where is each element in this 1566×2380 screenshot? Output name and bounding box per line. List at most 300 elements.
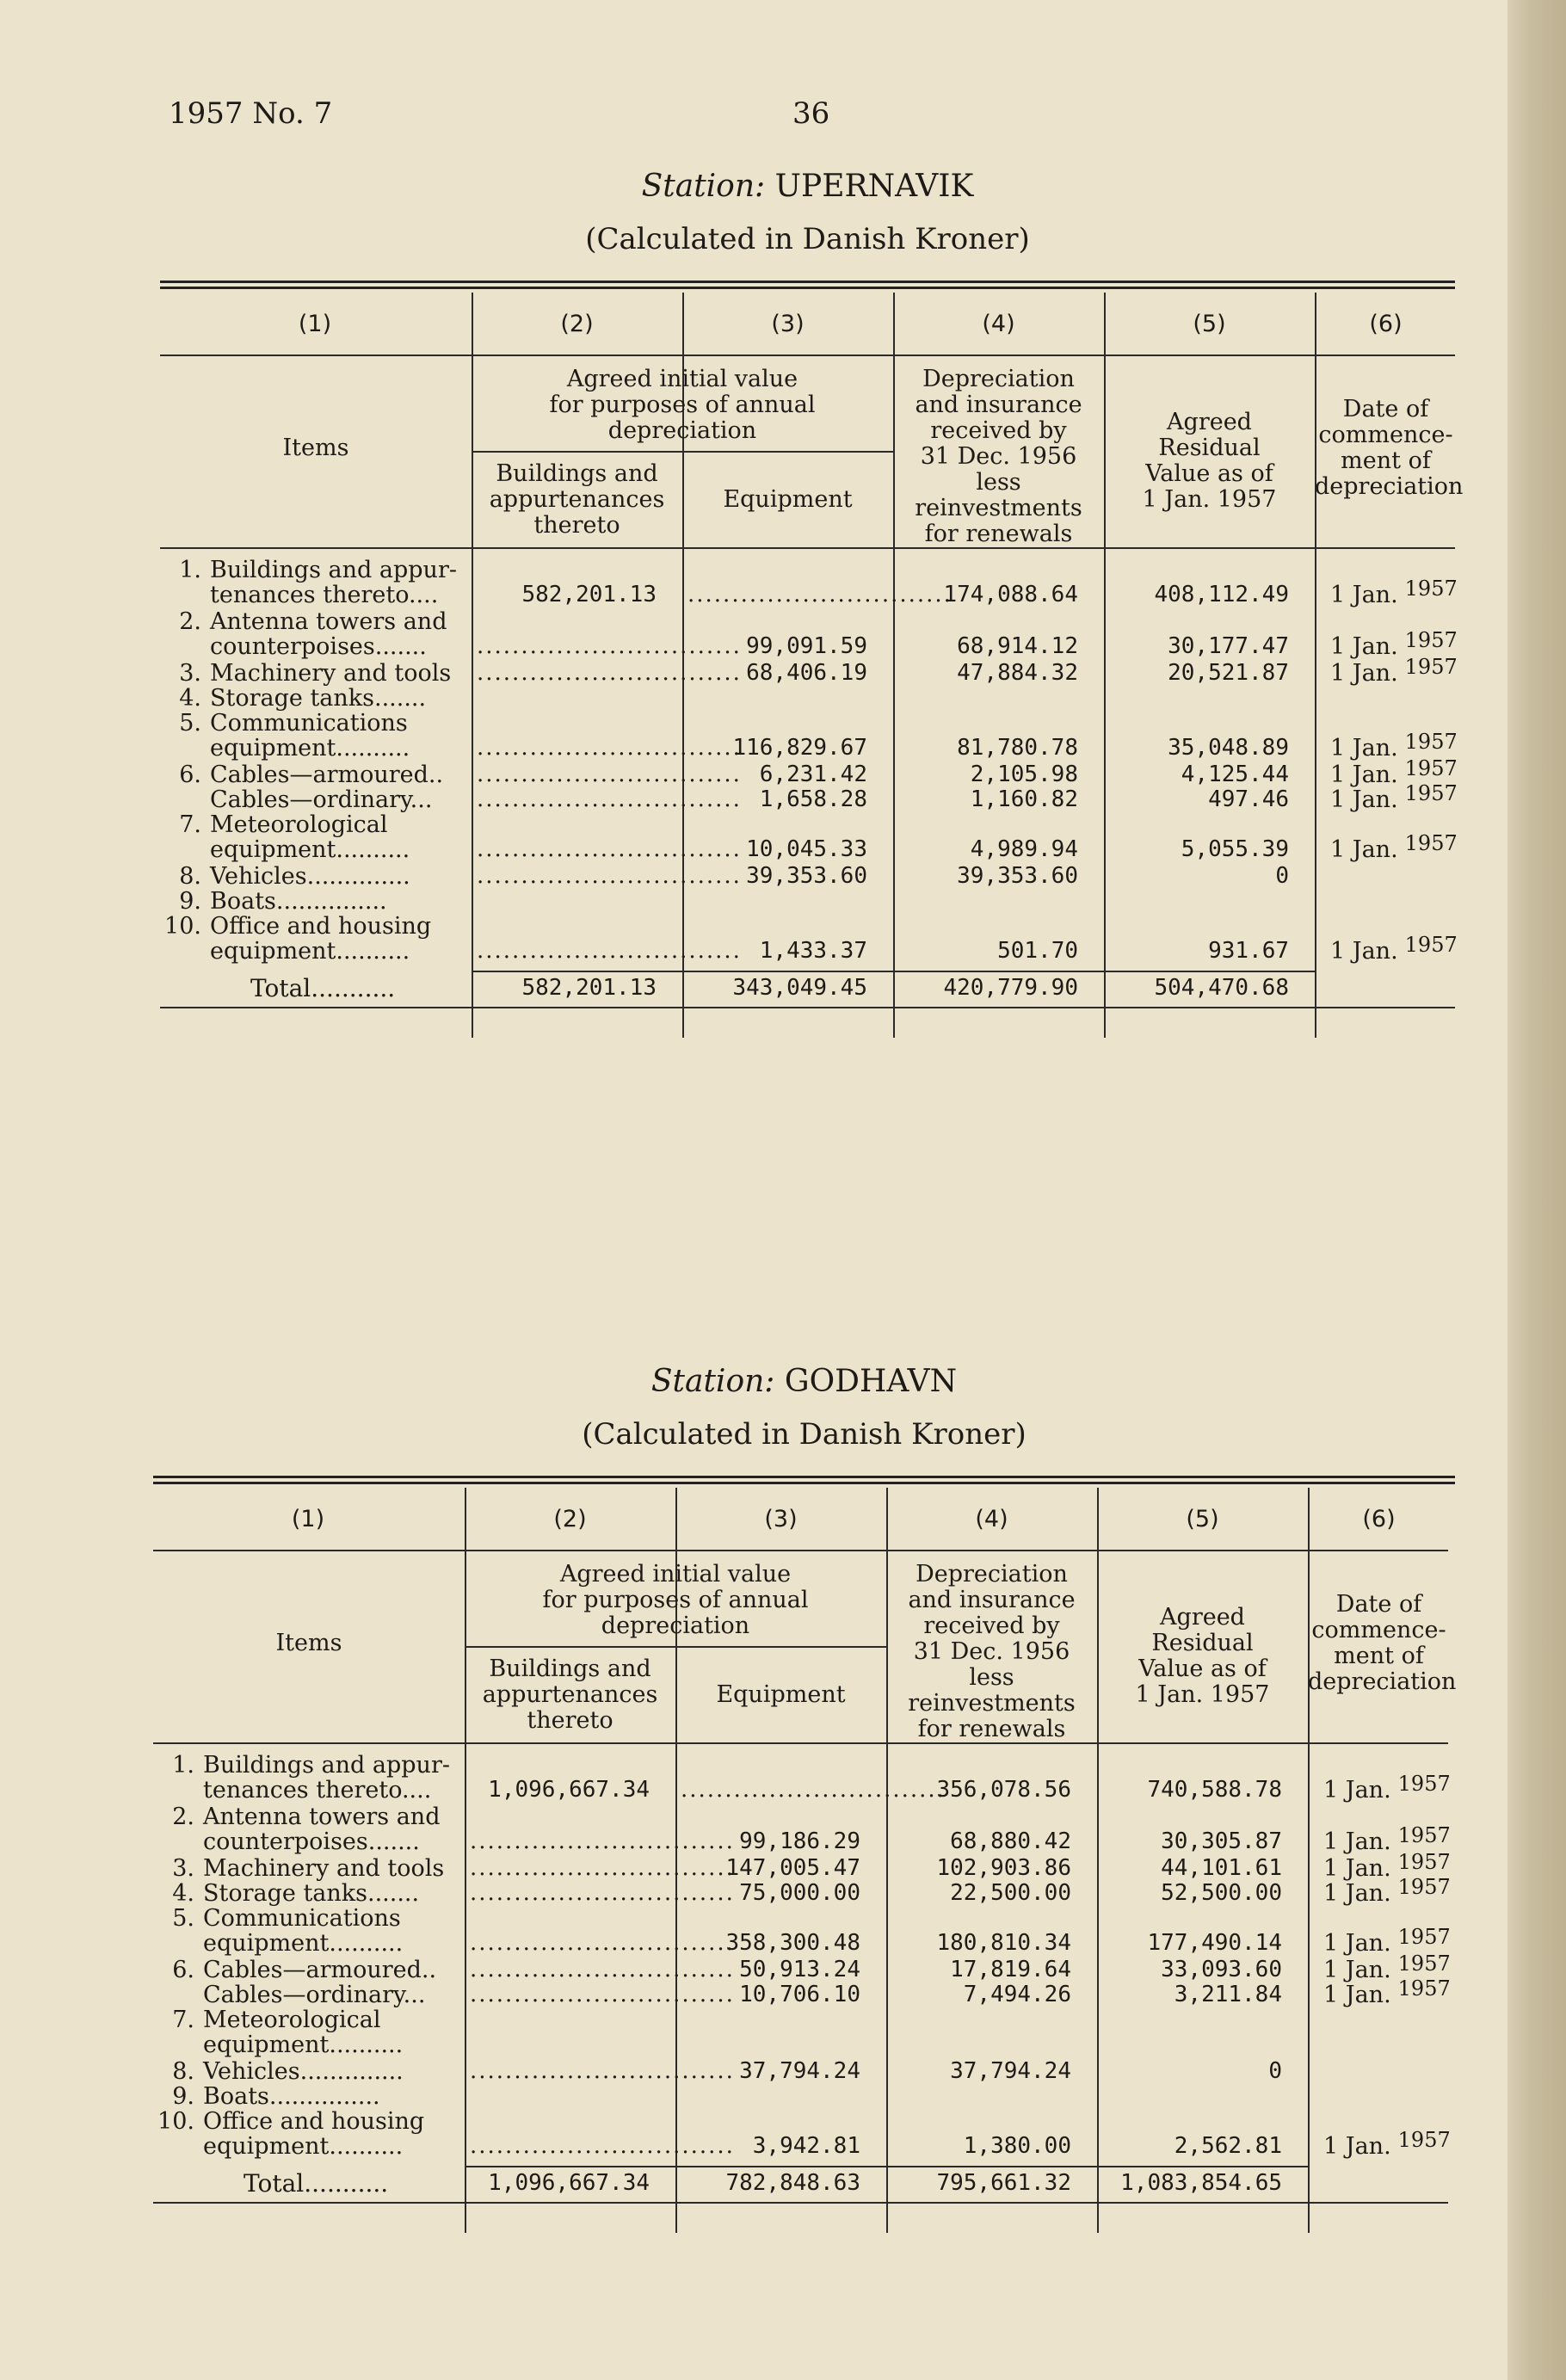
- value-depreciation: 17,819.64: [950, 1957, 1071, 1982]
- row-number: 7.: [179, 811, 201, 838]
- row-label: counterpoises.......: [210, 633, 427, 660]
- residual-header: Agreed: [1160, 1604, 1245, 1631]
- table-row: [160, 557, 1458, 608]
- station-label: Station:: [641, 169, 766, 204]
- date-day: 1 Jan.: [1330, 582, 1398, 608]
- table-row: [153, 2084, 1455, 2109]
- subheader-rule: [472, 451, 893, 453]
- row-label: Vehicles..............: [203, 2058, 404, 2085]
- date-header: depreciation: [1315, 473, 1464, 500]
- row-label: Cables—armoured..: [203, 1957, 437, 1983]
- row-item: [153, 1804, 465, 1854]
- column-number-c4: (4): [975, 1506, 1008, 1532]
- date-year: 1957: [1404, 730, 1458, 754]
- items-header: Items: [282, 435, 349, 461]
- row-label: Office and housing: [210, 913, 432, 940]
- table-row: [160, 686, 1455, 711]
- row-label: Storage tanks.......: [203, 1880, 420, 1907]
- value-residual: 44,101.61: [1161, 1855, 1282, 1881]
- value-equipment: 68,406.19: [746, 660, 867, 686]
- date-day: 1 Jan.: [1330, 660, 1398, 687]
- table-row: [160, 781, 1458, 813]
- date-day: 1 Jan.: [1323, 1957, 1391, 1983]
- buildings-header: appurtenances: [482, 1681, 658, 1708]
- date-year: 1957: [1397, 1772, 1451, 1796]
- row-item: [160, 661, 472, 686]
- row-item: [160, 914, 472, 964]
- date-day: 1 Jan.: [1330, 786, 1398, 813]
- column-number-c1: (1): [298, 311, 332, 337]
- depreciation-header: and insurance: [915, 392, 1082, 418]
- row-number: 6.: [179, 761, 201, 788]
- agreed-initial-header: Agreed initial value: [559, 1561, 792, 1588]
- row-label: equipment..........: [210, 836, 410, 863]
- total-depreciation: 795,661.32: [936, 2170, 1071, 2196]
- row-item: [153, 2007, 465, 2057]
- row-label: Boats...............: [210, 888, 387, 915]
- value-depreciation: 4,989.94: [970, 836, 1078, 862]
- date-day: 1 Jan.: [1323, 2133, 1391, 2160]
- buildings-header: thereto: [533, 512, 620, 539]
- row-label: equipment..........: [203, 2133, 404, 2160]
- leader-dots: ..............................: [477, 836, 742, 862]
- depreciation-header: Depreciation: [922, 366, 1075, 392]
- total-equipment: 782,848.63: [725, 2170, 860, 2196]
- value-equipment: 3,942.81: [752, 2133, 860, 2159]
- row-label: Machinery and tools: [210, 660, 452, 687]
- depreciation-header: reinvestments: [908, 1690, 1076, 1717]
- value-residual: 35,048.89: [1168, 735, 1289, 761]
- leader-dots: ..............................: [477, 761, 742, 787]
- station-title: [153, 1364, 1455, 1399]
- depreciation-header: 31 Dec. 1956: [913, 1638, 1070, 1665]
- date-year: 1957: [1404, 628, 1458, 652]
- row-label: Machinery and tools: [203, 1855, 445, 1882]
- column-number-c3: (3): [764, 1506, 798, 1532]
- residual-header: Residual: [1158, 435, 1261, 461]
- value-depreciation: 39,353.60: [957, 863, 1078, 889]
- station-title: [160, 169, 1455, 204]
- table-bottom-rule: [160, 1007, 1455, 1008]
- row-item: [160, 609, 472, 659]
- total-buildings: 582,201.13: [521, 975, 657, 1001]
- row-number: 3.: [172, 1855, 194, 1882]
- date-year: 1957: [1397, 1850, 1451, 1874]
- date-header: Date of: [1335, 1591, 1422, 1618]
- value-buildings: 1,096,667.34: [488, 1777, 650, 1803]
- leader-dots: ..............................: [477, 633, 742, 659]
- row-number: 9.: [179, 888, 201, 915]
- date-year: 1957: [1404, 831, 1458, 855]
- agreed-initial-header: for purposes of annual: [549, 392, 816, 418]
- value-residual: 5,055.39: [1181, 836, 1289, 862]
- date-year: 1957: [1404, 756, 1458, 780]
- agreed-initial-header: Agreed initial value: [566, 366, 798, 392]
- row-item: [160, 812, 472, 862]
- date-day: 1 Jan.: [1323, 1828, 1391, 1855]
- row-label: Antenna towers and: [210, 608, 447, 635]
- leader-dots: ..............................: [681, 1777, 946, 1803]
- value-residual: 931.67: [1208, 938, 1289, 964]
- row-number: 5.: [172, 1905, 194, 1932]
- row-item: [153, 1753, 465, 1803]
- table-row: [153, 1906, 1455, 1956]
- depreciation-start-date: [1330, 577, 1458, 608]
- header-rule-1: [153, 1550, 1448, 1551]
- value-residual: 408,112.49: [1154, 582, 1289, 607]
- table-top-rule-2: [153, 1482, 1455, 1484]
- date-day: 1 Jan.: [1323, 1982, 1391, 2008]
- header-bottom-rule: [160, 547, 1455, 549]
- total-label: Total...........: [250, 974, 396, 1002]
- row-item: [160, 558, 472, 607]
- table-row: [153, 2059, 1455, 2084]
- depreciation-start-date: [1323, 1772, 1451, 1803]
- value-equipment: 39,353.60: [746, 863, 867, 889]
- station-subtitle: (Calculated in Danish Kroner): [585, 222, 1030, 256]
- value-residual: 3,211.84: [1174, 1982, 1282, 2007]
- date-year: 1957: [1397, 1976, 1451, 2001]
- table-row: [160, 710, 1458, 761]
- value-residual: 497.46: [1208, 786, 1289, 812]
- row-item: [160, 889, 472, 914]
- total-residual: 1,083,854.65: [1120, 2170, 1282, 2196]
- depreciation-header: 31 Dec. 1956: [920, 443, 1077, 470]
- row-label: Buildings and appur-: [203, 1752, 450, 1779]
- value-depreciation: 180,810.34: [936, 1930, 1071, 1956]
- row-item: [160, 686, 472, 711]
- date-day: 1 Jan.: [1330, 735, 1398, 761]
- column-number-c6: (6): [1369, 311, 1403, 337]
- date-header: depreciation: [1308, 1668, 1457, 1695]
- residual-header: Value as of: [1145, 460, 1273, 487]
- date-year: 1957: [1404, 577, 1458, 601]
- value-equipment: 50,913.24: [739, 1957, 860, 1982]
- table-bottom-rule: [153, 2202, 1448, 2204]
- depreciation-start-date: [1323, 1976, 1451, 2008]
- table-row: [160, 913, 1458, 965]
- value-buildings: 582,201.13: [521, 582, 657, 607]
- date-day: 1 Jan.: [1330, 836, 1398, 863]
- leader-dots: ..............................: [477, 863, 742, 889]
- depreciation-header: and insurance: [908, 1587, 1076, 1613]
- depreciation-header: less: [976, 469, 1021, 496]
- table-row: [153, 2109, 1455, 2159]
- value-residual: 4,125.44: [1181, 761, 1289, 787]
- value-equipment: 10,706.10: [739, 1982, 860, 2007]
- value-residual: 2,562.81: [1174, 2133, 1282, 2159]
- residual-header: 1 Jan. 1957: [1142, 486, 1277, 513]
- date-day: 1 Jan.: [1323, 1777, 1391, 1803]
- station-name: UPERNAVIK: [774, 169, 974, 204]
- leader-dots: ..............................: [470, 1880, 735, 1906]
- value-depreciation: 7,494.26: [963, 1982, 1071, 2007]
- date-header: ment of: [1334, 1643, 1424, 1669]
- column-number-c4: (4): [982, 311, 1015, 337]
- column-number-c2: (2): [560, 311, 594, 337]
- total-equipment: 343,049.45: [732, 975, 867, 1001]
- date-year: 1957: [1404, 781, 1458, 805]
- value-depreciation: 81,780.78: [957, 735, 1078, 761]
- leader-dots: ..............................: [470, 2058, 735, 2084]
- date-day: 1 Jan.: [1323, 1930, 1391, 1957]
- leader-dots: ..............................: [470, 1930, 735, 1956]
- row-label: counterpoises.......: [203, 1828, 420, 1855]
- total-residual: 504,470.68: [1154, 975, 1289, 1001]
- row-number: 1.: [172, 1752, 194, 1779]
- row-label: Storage tanks.......: [210, 685, 427, 712]
- leader-dots: ..............................: [477, 938, 742, 964]
- column-number-c5: (5): [1186, 1506, 1219, 1532]
- leader-dots: ..............................: [477, 735, 742, 761]
- depreciation-start-date: [1323, 1875, 1451, 1907]
- buildings-header: Buildings and: [489, 1656, 651, 1682]
- value-residual: 740,588.78: [1147, 1777, 1282, 1803]
- row-item: [160, 762, 472, 787]
- page-header: [169, 96, 1459, 139]
- row-label: equipment..........: [203, 2032, 404, 2058]
- row-item: [160, 711, 472, 761]
- total-top-rule: [465, 2166, 1308, 2167]
- subheader-rule: [465, 1646, 886, 1648]
- column-number-c2: (2): [553, 1506, 587, 1532]
- date-header: commence-: [1318, 422, 1453, 448]
- table-row: [153, 1753, 1455, 1803]
- station-name: GODHAVN: [784, 1364, 958, 1399]
- leader-dots: ..............................: [477, 660, 742, 686]
- depreciation-start-date: [1330, 933, 1458, 965]
- row-number: 4.: [172, 1880, 194, 1907]
- row-label: Cables—ordinary...: [210, 786, 433, 813]
- row-number: 4.: [179, 685, 201, 712]
- value-equipment: 116,829.67: [732, 735, 867, 761]
- buildings-header: Buildings and: [496, 460, 658, 487]
- header-rule-1: [160, 355, 1455, 356]
- row-item: [153, 1906, 465, 1956]
- row-label: Meteorological: [210, 811, 388, 838]
- date-header: Date of: [1342, 396, 1429, 422]
- row-number: 6.: [172, 1957, 194, 1983]
- title-space: [765, 169, 774, 204]
- date-year: 1957: [1397, 1925, 1451, 1949]
- row-number: 9.: [172, 2083, 194, 2110]
- table-top-rule-2: [160, 287, 1455, 289]
- depreciation-start-date: [1323, 2128, 1451, 2160]
- date-header: commence-: [1311, 1617, 1446, 1643]
- value-depreciation: 174,088.64: [943, 582, 1078, 607]
- date-year: 1957: [1397, 1875, 1451, 1899]
- table-top-rule: [160, 281, 1455, 283]
- row-item: [160, 787, 472, 812]
- depreciation-header: received by: [930, 417, 1067, 444]
- column-number-c3: (3): [771, 311, 805, 337]
- row-item: [153, 1856, 465, 1881]
- value-depreciation: 68,914.12: [957, 633, 1078, 659]
- equipment-header: Equipment: [716, 1681, 846, 1708]
- date-header: ment of: [1341, 447, 1431, 474]
- leader-dots: ..............................: [470, 1855, 735, 1881]
- value-equipment: 75,000.00: [739, 1880, 860, 1906]
- depreciation-header: reinvestments: [915, 495, 1082, 521]
- residual-header: Value as of: [1138, 1656, 1267, 1682]
- table-row: [160, 889, 1455, 914]
- buildings-header: thereto: [527, 1707, 613, 1734]
- row-label: equipment..........: [203, 1930, 404, 1957]
- leader-dots: ..............................: [687, 582, 953, 607]
- table-row: [160, 608, 1458, 660]
- value-equipment: 358,300.48: [725, 1930, 860, 1956]
- depreciation-start-date: [1330, 831, 1458, 863]
- value-residual: 30,177.47: [1168, 633, 1289, 659]
- residual-header: Residual: [1151, 1630, 1254, 1656]
- table-row: [153, 2007, 1455, 2057]
- value-depreciation: 1,380.00: [963, 2133, 1071, 2159]
- row-number: 10.: [164, 913, 201, 940]
- value-depreciation: 1,160.82: [970, 786, 1078, 812]
- station-label: Station:: [650, 1364, 775, 1399]
- value-equipment: 99,186.29: [739, 1828, 860, 1854]
- row-number: 1.: [179, 557, 201, 583]
- date-year: 1957: [1404, 933, 1458, 957]
- row-label: tenances thereto....: [203, 1777, 432, 1803]
- station-godhavn: [153, 1364, 1455, 2250]
- row-number: 8.: [179, 863, 201, 890]
- depreciation-start-date: [1330, 781, 1458, 813]
- depreciation-header: less: [969, 1664, 1014, 1691]
- value-equipment: 99,091.59: [746, 633, 867, 659]
- depreciation-header: for renewals: [917, 1716, 1066, 1742]
- value-equipment: 6,231.42: [759, 761, 867, 787]
- date-day: 1 Jan.: [1323, 1880, 1391, 1907]
- value-equipment: 1,433.37: [759, 938, 867, 964]
- row-label: Vehicles..............: [210, 863, 410, 890]
- value-equipment: 1,658.28: [759, 786, 867, 812]
- row-label: Meteorological: [203, 2007, 381, 2033]
- row-label: Cables—armoured..: [210, 761, 444, 788]
- date-year: 1957: [1397, 1823, 1451, 1847]
- residual-header: 1 Jan. 1957: [1135, 1681, 1270, 1708]
- value-residual: 0: [1268, 2058, 1282, 2084]
- table-row: [160, 655, 1458, 687]
- row-number: 8.: [172, 2058, 194, 2085]
- row-label: equipment..........: [210, 735, 410, 761]
- depreciation-start-date: [1330, 655, 1458, 687]
- row-number: 3.: [179, 660, 201, 687]
- agreed-initial-header: for purposes of annual: [542, 1587, 809, 1613]
- table-top-rule: [153, 1476, 1455, 1478]
- page-number: 36: [792, 96, 830, 131]
- total-buildings: 1,096,667.34: [488, 2170, 650, 2196]
- value-equipment: 37,794.24: [739, 2058, 860, 2084]
- value-depreciation: 501.70: [997, 938, 1078, 964]
- row-label: equipment..........: [210, 938, 410, 965]
- leader-dots: ..............................: [470, 1828, 735, 1854]
- value-residual: 20,521.87: [1168, 660, 1289, 686]
- title-space: [774, 1364, 784, 1399]
- header-bottom-rule: [153, 1742, 1448, 1744]
- depreciation-header: Depreciation: [916, 1561, 1068, 1588]
- value-equipment: 147,005.47: [725, 1855, 860, 1881]
- row-number: 10.: [157, 2108, 194, 2135]
- row-item: [153, 1982, 465, 2007]
- value-residual: 33,093.60: [1161, 1957, 1282, 1982]
- date-day: 1 Jan.: [1330, 633, 1398, 660]
- value-residual: 52,500.00: [1161, 1880, 1282, 1906]
- row-label: tenances thereto....: [210, 582, 439, 608]
- table-row: [153, 1804, 1455, 1854]
- value-depreciation: 37,794.24: [950, 2058, 1071, 2084]
- publication-reference: 1957 No. 7: [169, 96, 333, 131]
- table-row: [153, 1951, 1455, 1983]
- row-label: Office and housing: [203, 2108, 425, 2135]
- row-item: [153, 1881, 465, 1906]
- value-equipment: 10,045.33: [746, 836, 867, 862]
- value-residual: 30,305.87: [1161, 1828, 1282, 1854]
- total-depreciation: 420,779.90: [943, 975, 1078, 1001]
- row-item: [153, 2084, 465, 2109]
- row-item: [153, 1958, 465, 1982]
- table-row: [153, 1875, 1455, 1907]
- table-row: [160, 864, 1455, 889]
- row-item: [160, 864, 472, 889]
- date-day: 1 Jan.: [1330, 761, 1398, 788]
- station-upernavik: [160, 169, 1464, 1055]
- column-number-c5: (5): [1193, 311, 1226, 337]
- row-label: Communications: [210, 710, 408, 737]
- agreed-initial-header: depreciation: [601, 1612, 750, 1639]
- row-label: Antenna towers and: [203, 1803, 441, 1830]
- equipment-header: Equipment: [723, 486, 853, 513]
- row-item: [153, 2059, 465, 2084]
- column-number-c6: (6): [1362, 1506, 1396, 1532]
- value-depreciation: 356,078.56: [936, 1777, 1071, 1803]
- row-number: 5.: [179, 710, 201, 737]
- total-top-rule: [472, 971, 1315, 972]
- row-label: Boats...............: [203, 2083, 380, 2110]
- row-item: [153, 2109, 465, 2159]
- value-residual: 0: [1275, 863, 1289, 889]
- date-year: 1957: [1397, 2128, 1451, 2152]
- value-depreciation: 22,500.00: [950, 1880, 1071, 1906]
- total-label: Total...........: [244, 2169, 389, 2198]
- adjacent-page-edge: [1507, 0, 1566, 2380]
- row-number: 2.: [179, 608, 201, 635]
- value-depreciation: 102,903.86: [936, 1855, 1071, 1881]
- value-depreciation: 2,105.98: [970, 761, 1078, 787]
- buildings-header: appurtenances: [489, 486, 665, 513]
- row-number: 2.: [172, 1803, 194, 1830]
- row-label: Communications: [203, 1905, 401, 1932]
- table-row: [160, 811, 1458, 863]
- table-row: [160, 756, 1458, 788]
- leader-dots: ..............................: [470, 2133, 735, 2159]
- depreciation-header: for renewals: [924, 521, 1073, 547]
- leader-dots: ..............................: [477, 786, 742, 812]
- items-header: Items: [275, 1630, 342, 1656]
- column-number-c1: (1): [291, 1506, 325, 1532]
- date-day: 1 Jan.: [1323, 1855, 1391, 1882]
- value-depreciation: 47,884.32: [957, 660, 1078, 686]
- value-depreciation: 68,880.42: [950, 1828, 1071, 1854]
- leader-dots: ..............................: [470, 1982, 735, 2007]
- leader-dots: ..............................: [470, 1957, 735, 1982]
- date-year: 1957: [1397, 1951, 1451, 1976]
- row-label: Buildings and appur-: [210, 557, 457, 583]
- station-subtitle: (Calculated in Danish Kroner): [582, 1417, 1027, 1452]
- table-row: [153, 1850, 1455, 1882]
- row-label: Cables—ordinary...: [203, 1982, 426, 2008]
- value-residual: 177,490.14: [1147, 1930, 1282, 1956]
